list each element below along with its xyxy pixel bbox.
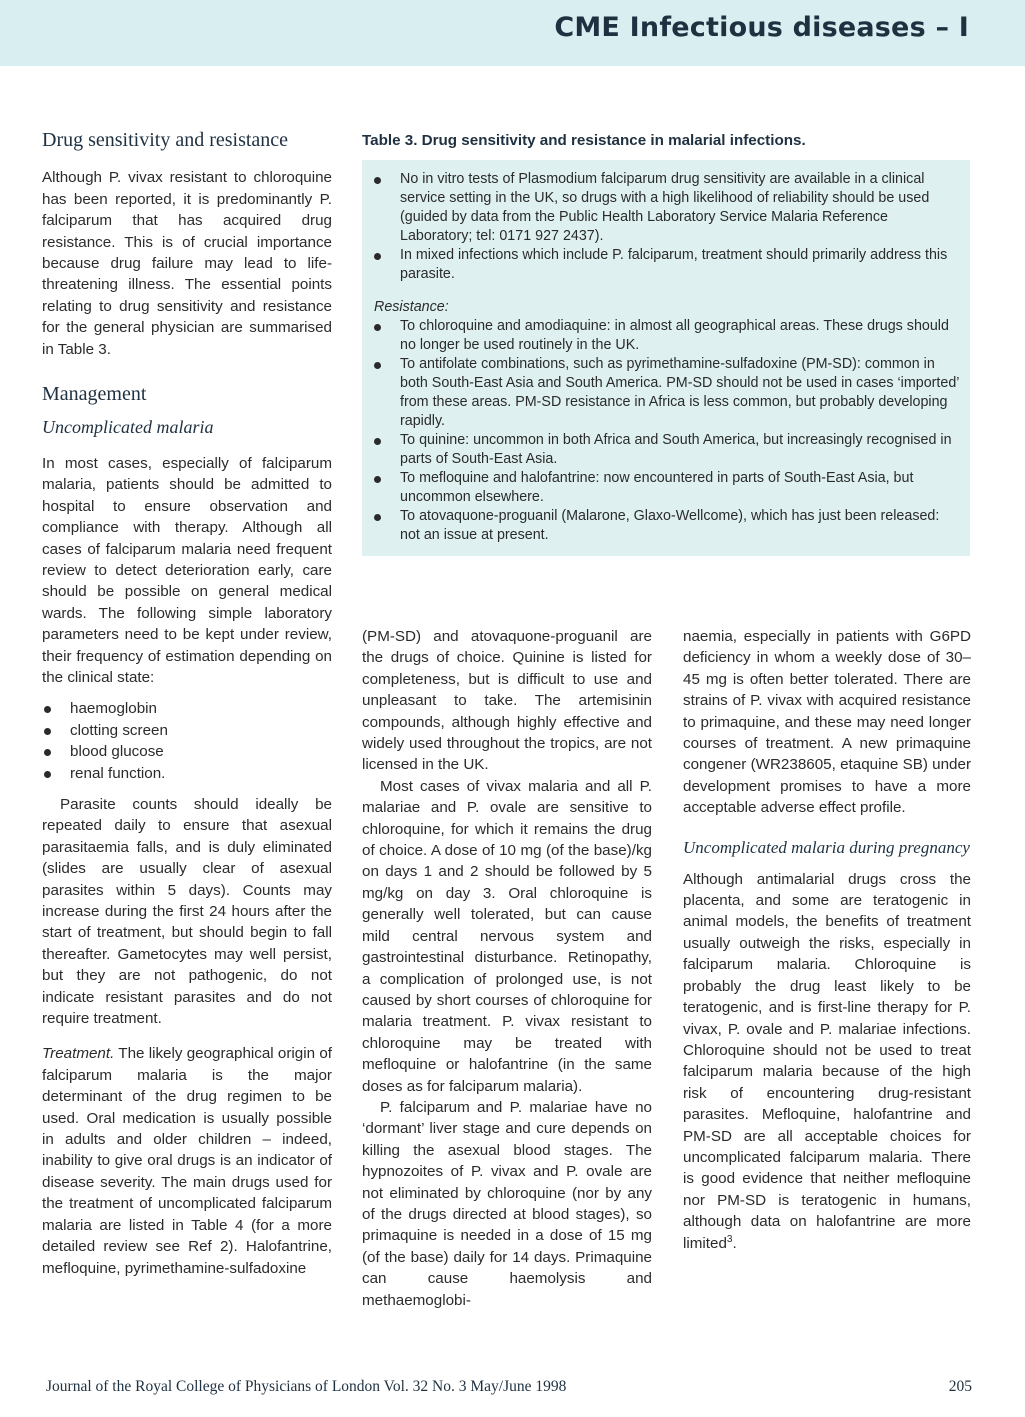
paragraph-vivax: Most cases of vivax malaria and all P. malariae and P. ovale are sensitive to chloroquine, for which it remains the drug of choice. A dose of 10 mg (of the base)/kg on days 1 and 2 should be followed by 5 mg/kg on day 3. Oral chloroquine is generally well tolerated, but can cause mild central nervous system and gastrointestinal disturbance. Retinopathy, a complication of prolonged use, is not caused by short courses of chloroquine for malaria treatment. P. vivax resistant to chloroquine may be treated with mefloquine or halofantrine (in the same doses as for falciparum malaria). [362,777,652,1095]
middle-column [362,626,652,1311]
journal-name: Journal of the Royal College of Physicians of London [46,1378,381,1395]
list-item: renal function. [42,763,332,784]
heading-drug-sensitivity: Drug sensitivity and resistance [42,129,289,151]
pregnancy-end: . [732,1234,737,1252]
journal-issue: Vol. 32 No. 3 May/June 1998 [383,1378,567,1395]
header-banner [0,0,1025,66]
table-3-box [362,160,970,556]
pregnancy-text: Although antimalarial drugs cross the placenta, and some are teratogenic in animal models, the benefits of treatment usually outweigh the risks, especially in falciparum malaria. Chloroquine is probably the drug least likely to be teratogenic, and is first-line therapy for P. vivax, P. ovale and P. malariae infections. Chloroquine should not be used to treat falciparum malaria because of the high risk of encountering drug-resistant parasites. Mefloquine, halofantrine and PM-SD are all acceptable choices for uncomplicated falciparum malaria. There is good evidence that neither mefloquine nor PM-SD is teratogenic in humans, although data on halofantrine are more limited [683,870,971,1252]
paragraph-pregnancy [683,869,971,1254]
list-item: blood glucose [42,741,332,762]
list-item: To chloroquine and amodiaquine: in almost all geographical areas. These drugs should no longer be used routinely in the UK. [372,317,960,355]
list-item: To quinine: uncommon in both Africa and South America, but increasingly recognised in parts of South-East Asia. [372,431,960,469]
paragraph-drugs-of-choice: (PM-SD) and atovaquone-proguanil are the drugs of choice. Quinine is listed for completeness, but is difficult to use and unpleasant to take. The artemisinin compounds, although highly effective and widely used throughout the tropics, are not licensed in the UK. [362,628,652,774]
treatment-text: The likely geographical origin of falciparum malaria is the major determinant of the drug regimen to be used. Oral medication is usually possible in adults and older children – indeed, inability to give oral drugs is an indicator of disease severity. The main drugs used for the treatment of uncomplicated falciparum malaria are listed in Table 4 (for a more detailed review see Ref 2). Halofantrine, mefloquine, pyrimethamine-sulfadoxine [42,1045,332,1277]
page-footer [46,1378,972,1396]
lab-parameters-list [42,698,332,784]
list-item: To antifolate combinations, such as pyrimethamine-sulfadoxine (PM-SD): common in both South-East Asia and South America. PM-SD should not be used in cases ‘imported’ from these areas. PM-SD resistance in Africa is less common, but probably developing rapidly. [372,355,960,431]
table-3-general-list [372,170,960,284]
list-item: To mefloquine and halofantrine: now encountered in parts of South-East Asia, but uncommon elsewhere. [372,469,960,507]
treatment-label: Treatment. [42,1045,115,1063]
paragraph-primaquine: naemia, especially in patients with G6PD deficiency in whom a weekly dose of 30–45 mg is often better tolerated. There are strains of P. vivax with acquired resistance to primaquine, and these may need longer courses of treatment. A new primaquine congener (WR238605, etaquine SB) under development promises to have a more acceptable adverse effect profile. [683,628,971,817]
resistance-label: Resistance: [374,299,449,315]
page-number: 205 [948,1378,972,1395]
heading-pregnancy: Uncomplicated malaria during pregnancy [683,837,970,857]
list-item: To atovaquone-proguanil (Malarone, Glaxo-Wellcome), which has just been released: not an issue at present. [372,507,960,545]
paragraph-most-cases: In most cases, especially of falciparum malaria, patients should be admitted to hospital to ensure observation and compliance with therapy. Although all cases of falciparum malaria need frequent review to detect deterioration early, care should be possible on general medical wards. The following simple laboratory parameters need to be kept under review, their frequency of estimation depending on the clinical state: [42,454,332,686]
paragraph-parasite-counts: Parasite counts should ideally be repeated daily to ensure that asexual parasitaemia falls, and is duly eliminated (slides are usually clear of asexual parasites within 5 days). Counts may increase during the first 24 hours after the start of treatment, but should begin to fall thereafter. Gametocytes may well persist, but they are not pathogenic, do not indicate resistant parasites and do not require treatment. [42,795,332,1028]
left-column [42,130,332,1279]
list-item: No in vitro tests of Plasmodium falciparum drug sensitivity are available in a clinical service setting in the UK, so drugs with a high likelihood of reliability should be used (guided by data from the Public Health Laboratory Service Malaria Reference Laboratory; tel: 0171 927 2437). [372,170,960,246]
list-item: In mixed infections which include P. falciparum, treatment should primarily address this parasite. [372,246,960,284]
right-column [683,626,971,1254]
heading-uncomplicated-malaria: Uncomplicated malaria [42,417,214,438]
list-item: clotting screen [42,720,332,741]
reference-3: 3 [726,1233,733,1245]
paragraph-drug-sensitivity: Although P. vivax resistant to chloroquine has been reported, it is predominantly P. falciparum that has acquired drug resistance. This is of crucial importance because drug failure may lead to life-threatening illness. The essential points relating to drug sensitivity and resistance for the general physician are summarised in Table 3. [42,169,332,358]
table-3-title: Table 3. Drug sensitivity and resistance in malarial infections. [362,132,806,149]
paragraph-liver-stage: P. falciparum and P. malariae have no ‘dormant’ liver stage and cure depends on killing the asexual blood stages. The hypnozoites of P. vivax and P. ovale are not eliminated by chloroquine (nor by any of the drugs directed at blood stages), so primaquine is needed in a dose of 15 mg (of the base) daily for 14 days. Primaquine can cause haemolysis and methaemoglobi- [362,1098,652,1309]
list-item: haemoglobin [42,698,332,719]
heading-management: Management [42,383,147,406]
paragraph-treatment [42,1043,332,1278]
section-title: CME Infectious diseases – I [554,12,969,43]
table-3-resistance-list [372,317,960,545]
